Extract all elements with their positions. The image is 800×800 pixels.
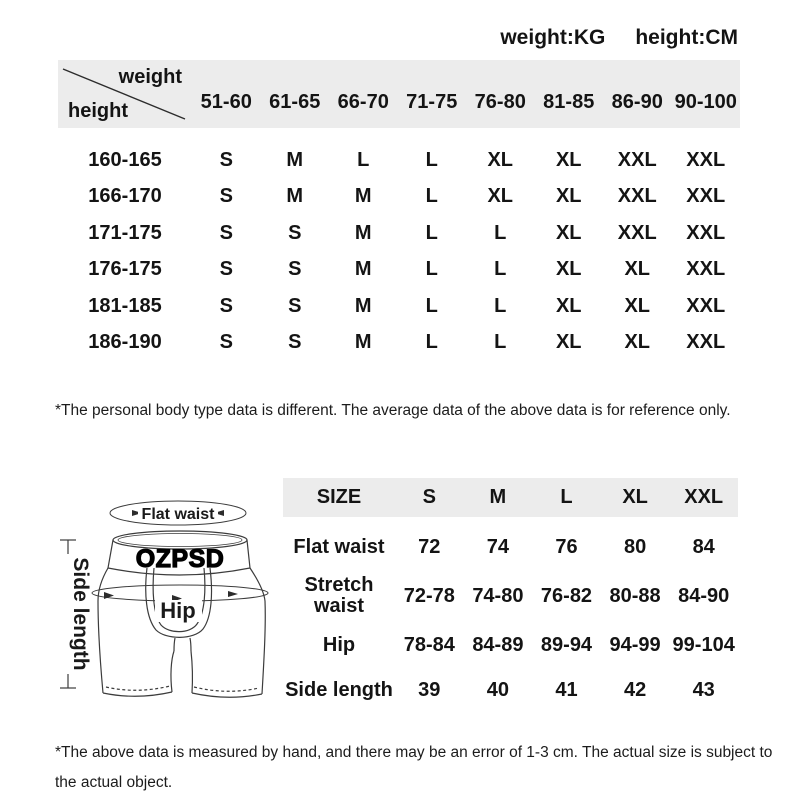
left-leg-hem xyxy=(103,692,172,696)
measure-label: Flat waist xyxy=(293,535,385,558)
size-header: M xyxy=(489,486,507,508)
size-cell: XL xyxy=(487,185,514,208)
measure-value: 72-78 xyxy=(403,584,455,607)
size-header: L xyxy=(560,486,573,508)
measure-label: Stretch waist xyxy=(304,574,374,617)
size-cell: XXL xyxy=(617,148,657,171)
size-cell: XL xyxy=(555,185,582,208)
measurement-error-note xyxy=(55,738,772,798)
size-cell: S xyxy=(288,221,302,244)
units-note xyxy=(500,26,738,50)
height-range-label: 171-175 xyxy=(88,221,162,244)
size-cell: M xyxy=(354,331,372,354)
size-cell: L xyxy=(494,221,507,244)
size-cell: M xyxy=(286,148,304,171)
measure-value: 42 xyxy=(623,678,647,701)
size-cell: XXL xyxy=(686,185,726,208)
size-header: SIZE xyxy=(316,486,362,508)
measurement-error-note-line2: the actual object. xyxy=(55,774,173,791)
size-cell: XL xyxy=(555,258,582,281)
left-leg-inner xyxy=(171,651,174,692)
measure-value: 84 xyxy=(692,535,715,558)
size-cell: S xyxy=(219,258,233,281)
weight-range-header: 71-75 xyxy=(406,90,458,113)
weight-range-header: 90-100 xyxy=(674,90,737,113)
weight-range-header: 81-85 xyxy=(543,90,595,113)
measure-value: 76 xyxy=(555,535,578,558)
size-cell: XL xyxy=(624,258,651,281)
size-cell: S xyxy=(219,148,233,171)
size-header: XL xyxy=(622,486,648,508)
size-cell: M xyxy=(354,294,372,317)
height-range-label: 181-185 xyxy=(88,294,162,317)
size-cell: XL xyxy=(555,221,582,244)
corner-weight-label: weight xyxy=(118,66,182,88)
size-cell: XXL xyxy=(617,221,657,244)
left-hem-stitch xyxy=(106,686,170,690)
measure-value: 84-90 xyxy=(678,584,730,607)
corner-height-label: height xyxy=(68,100,128,122)
measurement-error-note-line1: *The above data is measured by hand, and there may be an error of 1-3 cm. The actual size is subject to xyxy=(55,744,773,761)
measure-value: 76-82 xyxy=(540,584,593,607)
hip-diagram-label: Hip xyxy=(160,598,196,623)
weight-range-header: 66-70 xyxy=(337,90,389,113)
size-cell: S xyxy=(288,294,302,317)
size-cell: M xyxy=(354,258,372,281)
size-cell: XXL xyxy=(617,185,657,208)
body-size-table xyxy=(58,60,740,361)
flat-waist-diagram-label: Flat waist xyxy=(141,506,215,523)
size-cell: L xyxy=(494,294,507,317)
size-cell: S xyxy=(288,258,302,281)
size-cell: XXL xyxy=(686,294,726,317)
garment-size-table-header xyxy=(283,478,738,517)
measure-value: 89-94 xyxy=(540,633,593,656)
measure-value: 78-84 xyxy=(403,633,455,656)
height-range-label: 160-165 xyxy=(88,148,162,171)
measure-value: 41 xyxy=(555,678,578,701)
right-leg-outer xyxy=(250,568,265,694)
measure-label: Hip xyxy=(322,633,356,656)
left-leg-outer xyxy=(98,568,108,693)
measure-value: 84-89 xyxy=(472,633,524,656)
measure-value: 80 xyxy=(623,535,647,558)
weight-range-header: 76-80 xyxy=(474,90,526,113)
size-cell: L xyxy=(357,148,370,171)
measure-value: 40 xyxy=(486,678,510,701)
size-cell: XXL xyxy=(686,331,726,354)
size-header: S xyxy=(422,486,436,508)
size-cell: XL xyxy=(624,294,651,317)
size-cell: L xyxy=(425,258,438,281)
garment-size-table xyxy=(283,478,738,713)
brand-logo: OZPSD xyxy=(135,545,225,573)
body-size-table-header xyxy=(58,60,740,128)
size-cell: L xyxy=(494,258,507,281)
body-size-table-body xyxy=(58,142,740,361)
weight-range-header: 86-90 xyxy=(611,90,663,113)
size-cell: L xyxy=(425,148,438,171)
size-cell: L xyxy=(425,185,438,208)
corner-cell xyxy=(58,60,192,128)
size-cell: L xyxy=(425,331,438,354)
size-cell: S xyxy=(219,331,233,354)
right-leg-inner xyxy=(191,651,192,693)
size-cell: M xyxy=(354,221,372,244)
size-cell: S xyxy=(219,221,233,244)
measure-value: 99-104 xyxy=(672,633,735,656)
size-header: XXL xyxy=(684,486,724,508)
weight-unit-label: weight:KG xyxy=(500,26,606,49)
measure-value: 94-99 xyxy=(609,633,661,656)
weight-range-header: 51-60 xyxy=(200,90,252,113)
size-cell: S xyxy=(219,294,233,317)
size-cell: L xyxy=(425,294,438,317)
reference-note: *The personal body type data is different. The average data of the above data is for reference only. xyxy=(55,402,731,419)
size-cell: XXL xyxy=(686,148,726,171)
weight-range-header: 61-65 xyxy=(269,90,321,113)
height-range-label: 186-190 xyxy=(88,331,162,354)
size-cell: M xyxy=(354,185,372,208)
size-cell: L xyxy=(494,331,507,354)
measure-value: 72 xyxy=(418,535,441,558)
gusset-left xyxy=(174,638,175,651)
size-cell: M xyxy=(286,185,304,208)
size-cell: XL xyxy=(555,294,582,317)
gusset-right xyxy=(190,638,191,651)
measure-value: 74 xyxy=(486,535,510,558)
garment-size-table-body xyxy=(283,525,738,713)
size-cell: XL xyxy=(487,148,514,171)
height-range-label: 166-170 xyxy=(88,185,162,208)
size-cell: XXL xyxy=(686,258,726,281)
measure-value: 74-80 xyxy=(472,584,524,607)
right-leg-hem xyxy=(192,693,262,697)
size-cell: XL xyxy=(555,331,582,354)
size-cell: S xyxy=(219,185,233,208)
size-cell: L xyxy=(425,221,438,244)
height-unit-label: height:CM xyxy=(635,26,738,49)
size-cell: XL xyxy=(624,331,651,354)
measure-label: Side length xyxy=(285,678,393,701)
measurement-diagram xyxy=(40,488,290,718)
side-length-diagram-label: Side length xyxy=(69,557,92,671)
right-hem-stitch xyxy=(194,687,259,691)
measure-value: 43 xyxy=(692,678,715,701)
size-cell: S xyxy=(288,331,302,354)
measure-value: 80-88 xyxy=(609,584,661,607)
boxer-shorts-drawing xyxy=(40,488,290,718)
size-cell: XL xyxy=(555,148,582,171)
height-range-label: 176-175 xyxy=(88,258,162,281)
measure-value: 39 xyxy=(418,678,441,701)
size-cell: XXL xyxy=(686,221,726,244)
